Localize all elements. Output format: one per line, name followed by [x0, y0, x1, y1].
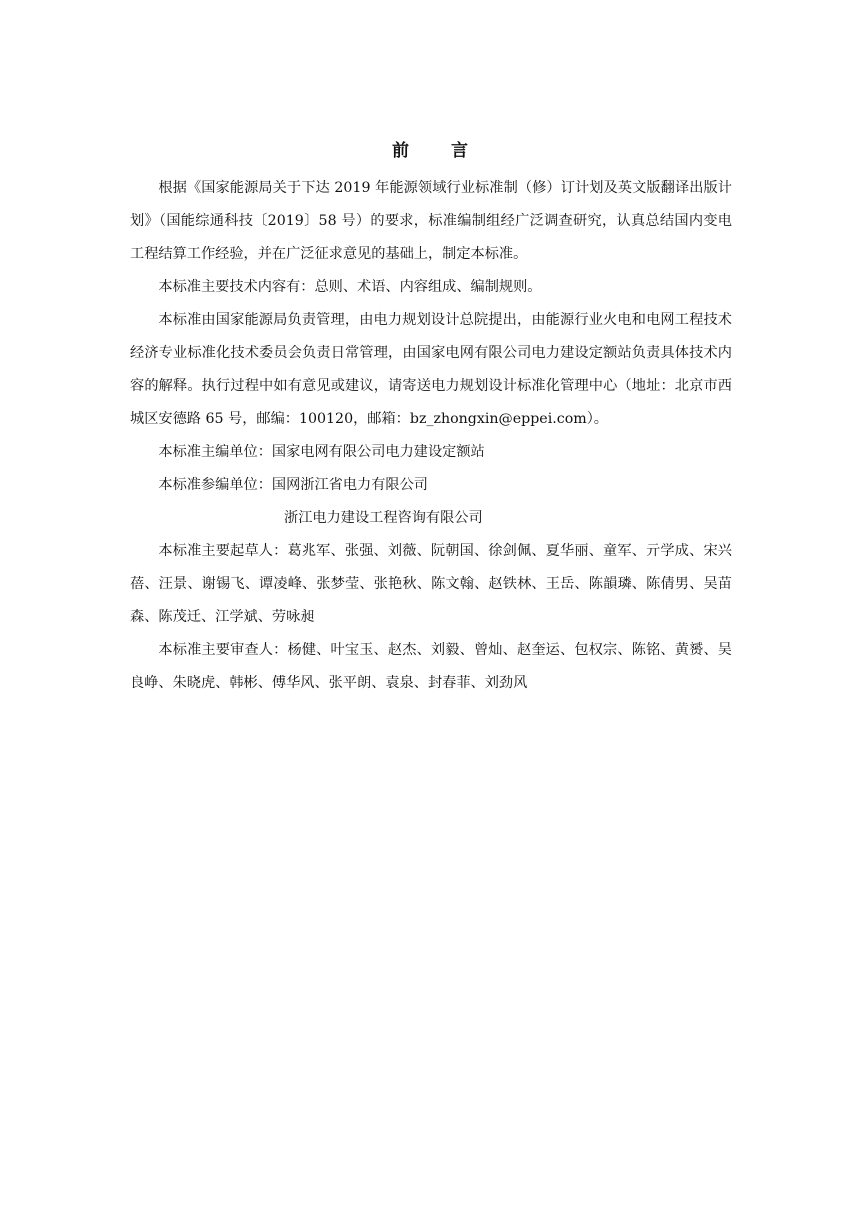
- paragraph-reviewers: 本标准主要审查人：杨健、叶宝玉、赵杰、刘毅、曾灿、赵奎运、包权宗、陈铭、黄赟、吴良峥、朱晓虎、韩彬、傅华风、张平朗、袁泉、封春菲、刘劲风: [130, 642, 732, 691]
- paragraph-participating-unit-continued: 浙江电力建设工程咨询有限公司: [284, 510, 483, 526]
- paragraph-management: 本标准由国家能源局负责管理，由电力规划设计总院提出，由能源行业火电和电网工程技术经济专业标准化技术委员会负责日常管理，由国家电网有限公司电力建设定额站负责具体技术内容的解释。执行过程中如有意见或建议，请寄送电力规划设计标准化管理中心（地址：北京市西城区安德路 65 号，邮编：100120，邮箱：bz_zhongxin@eppei.com）。: [130, 312, 732, 427]
- paragraph-participating-unit: 本标准参编单位：国网浙江省电力有限公司: [158, 477, 428, 493]
- paragraph-chief-editor-unit: 本标准主编单位：国家电网有限公司电力建设定额站: [158, 444, 485, 460]
- document-body: [130, 172, 732, 700]
- paragraph-main-content: 本标准主要技术内容有：总则、术语、内容组成、编制规则。: [158, 279, 542, 295]
- paragraph-basis: 根据《国家能源局关于下达 2019 年能源领域行业标准制（修）订计划及英文版翻译出版计划》（国能综通科技〔2019〕58 号）的要求，标准编制组经广泛调查研究，认真总结国内变电工程结算工作经验，并在广泛征求意见的基础上，制定本标准。: [130, 180, 732, 262]
- page-title: 前 言: [392, 141, 486, 161]
- paragraph-drafters: 本标准主要起草人：葛兆军、张强、刘薇、阮朝国、徐剑佩、夏华丽、童军、亓学成、宋兴蓓、汪景、谢锡飞、谭凌峰、张梦莹、张艳秋、陈文翰、赵铁林、王岳、陈韻璘、陈倩男、吴苗森、陈茂迁、江学斌、劳咏昶: [130, 543, 732, 625]
